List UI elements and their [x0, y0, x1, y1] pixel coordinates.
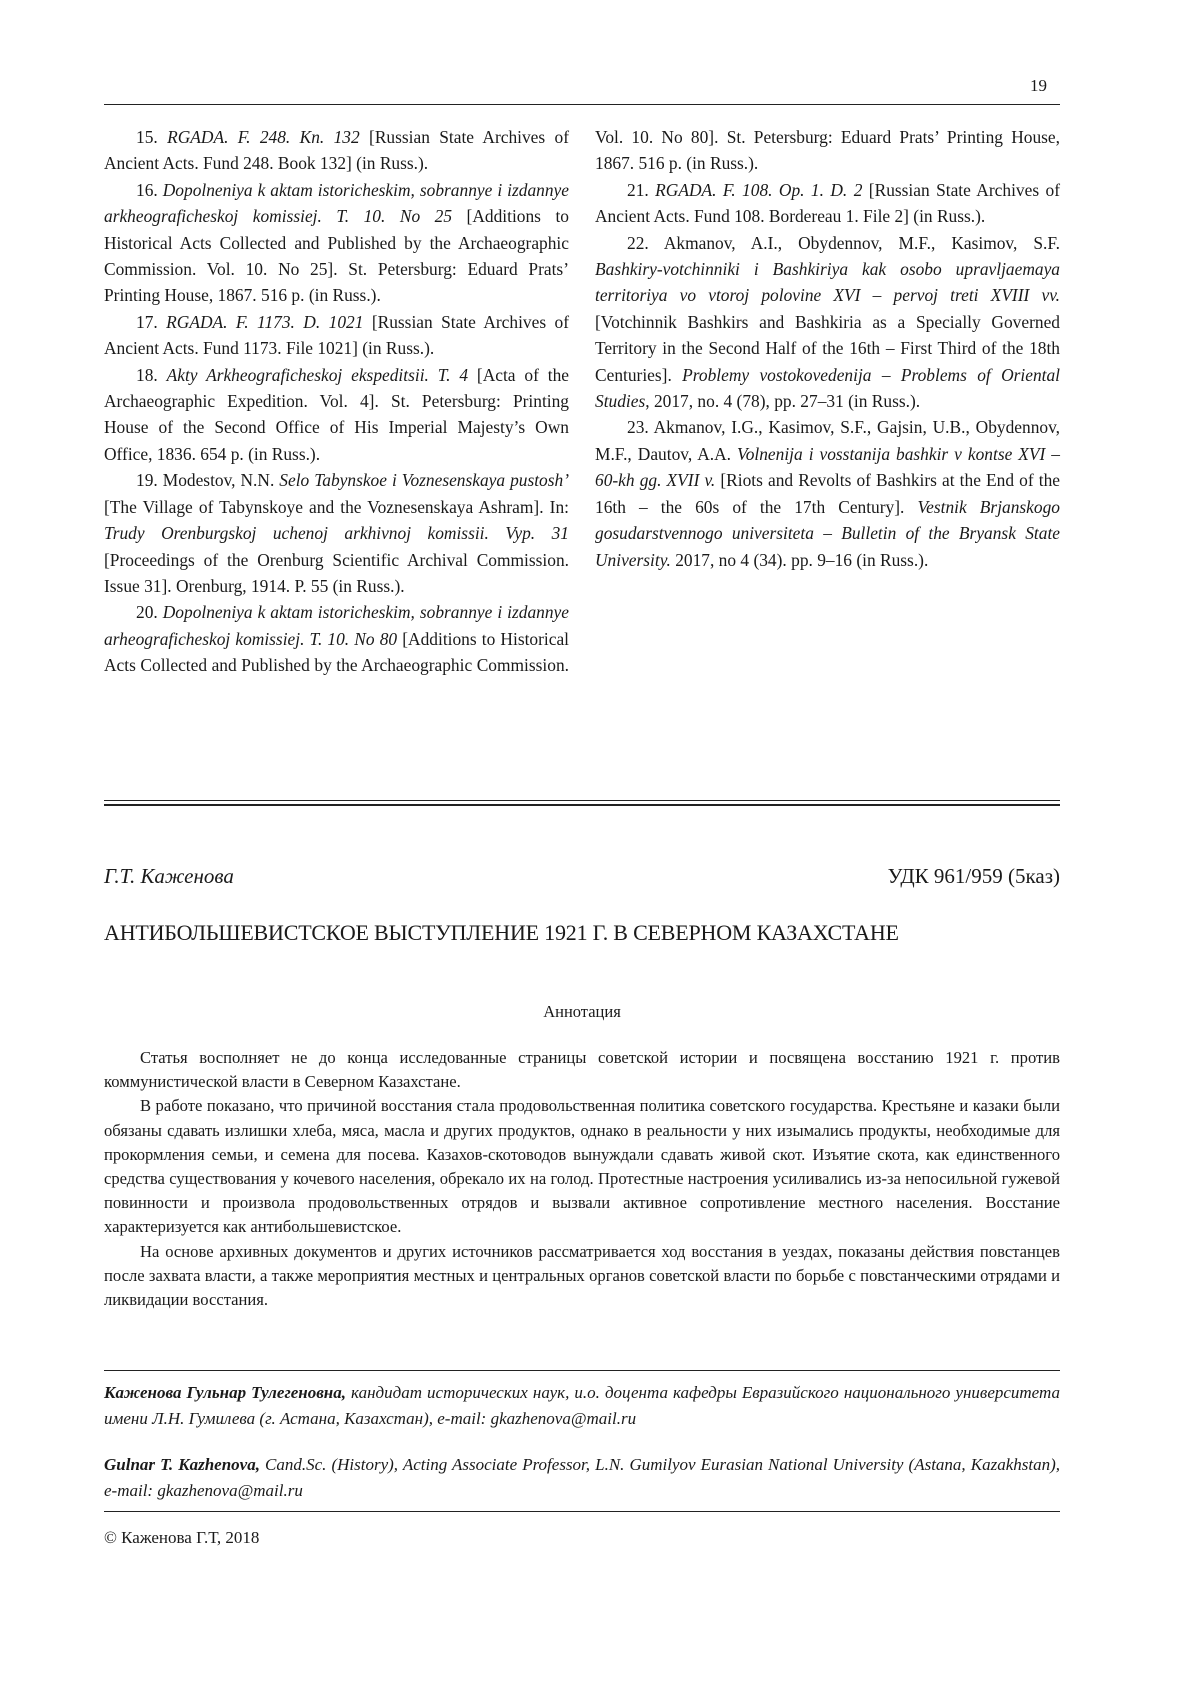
abstract-paragraph: Статья восполняет не до конца исследованные страницы советской истории и посвящена восстанию 1921 г. против коммунистической власти в Северном Казахстане. — [104, 1048, 1060, 1092]
reference-item: 21. RGADA. F. 108. Op. 1. D. 2 [Russian State Archives of Ancient Acts. Fund 108. Bordereau 1. File 2] (in Russ.). — [595, 179, 1060, 227]
reference-item: 16. Dopolneniya k aktam istoricheskim, sobrannye i izdannye arkheograficheskoj komissiej. T. 10. No 25 [Additions to Historical Acts Collected and Published by the Archaeographic Commission. Vol. 10. No 25]. St. Petersburg: Eduard Prats’ Printing House, 1867. 516 p. (in Russ.). — [104, 179, 569, 306]
reference-item: 22. Akmanov, A.I., Obydennov, M.F., Kasimov, S.F. Bashkiry-votchinniki i Bashkiriya kak osobo upravljaemaya territoriya vo vtoroj polovine XVI – pervoj treti XVIII vv. [Votchinnik Bashkirs and Bashkiria as a Specially Governed Territory in the Second Half of the 16th – First Third of the 18th Centuries]. Problemy vostokovedenija – Problems of Oriental Studies, 2017, no. 4 (78), pp. 27–31 (in Russ.). — [595, 232, 1061, 412]
references-list — [104, 124, 1060, 714]
udc-code: УДК 961/959 (5каз) — [887, 864, 1060, 888]
reference-item: 19. Modestov, N.N. Selo Tabynskoe i Voznesenskaya pustosh’ [The Village of Tabynskoye and the Voznesenskaya Ashram]. In: Trudy Orenburgskoj uchenoj arkhivnoj komissii. Vyp. 31 [Proceedings of the Orenburg Scientific Archival Commission. Issue 31]. Orenburg, 1914. P. 55 (in Russ.). — [104, 470, 570, 596]
abstract-body — [104, 1046, 1060, 1312]
reference-item: 15. RGADA. F. 248. Kn. 132 [Russian State Archives of Ancient Acts. Fund 248. Book 132] (in Russ.). — [104, 127, 569, 174]
reference-item: 18. Akty Arkheograficheskoj ekspeditsii. T. 4 [Acta of the Archaeographic Expedition. Vol. 4]. St. Petersburg: Printing House of the Second Office of His Imperial Majesty’s Own Office, 1836. 654 p. (in Russ.). — [104, 364, 569, 464]
article-title: АНТИБОЛЬШЕВИСТСКОЕ ВЫСТУПЛЕНИЕ 1921 Г. В СЕВЕРНОМ КАЗАХСТАНЕ — [104, 920, 899, 945]
reference-item: 23. Akmanov, I.G., Kasimov, S.F., Gajsin, U.B., Obydennov, M.F., Dautov, A.A. Volnenija i vosstanija bashkir v kontse XVI – 60-kh gg. XVII v. [Riots and Revolts of Bashkirs at the End of the 16th – the 60s of the 17th Century]. Vestnik Brjanskogo gosudarstvennogo universiteta – Bulletin of the Bryansk State University. 2017, no 4 (34). pp. 9–16 (in Russ.). — [595, 417, 1061, 570]
author-info-ru: Каженова Гульнар Тулегеновна, кандидат исторических наук, и.о. доцента кафедры Евразийского национального университета имени Л.Н. Гумилева (г. Астана, Казахстан), e-mail: gkazhenova@mail.ru — [104, 1383, 1060, 1428]
article-author: Г.Т. Каженова — [104, 864, 234, 888]
abstract-paragraph: В работе показано, что причиной восстания стала продовольственная политика советского государства. Крестьяне и казаки были обязаны сдавать излишки хлеба, мяса, масла и других продуктов, однако в реальности у них изымались продукты, необходимые для прокормления семьи, и семена для посева. Казахов-скотоводов вынуждали сдавать живой скот. Изъятие скота, как единственного средства существования у кочевого населения, обрекало их на голод. Протестные настроения усиливались из-за непосильной гужевой повинности и произвола продовольственных отрядов и вызвали активное сопротивление местного населения. Восстание характеризуется как антибольшевистское. — [104, 1096, 1060, 1237]
reference-item: 17. RGADA. F. 1173. D. 1021 [Russian State Archives of Ancient Acts. Fund 1173. File 1021] (in Russ.). — [104, 311, 569, 359]
header-rule — [104, 104, 1060, 105]
author-name-ru: Каженова Гульнар Тулегеновна, — [104, 1383, 346, 1402]
page-number: 19 — [1030, 76, 1047, 95]
author-info-bottom-rule — [104, 1511, 1060, 1512]
abstract-heading: Аннотация — [543, 1002, 621, 1021]
copyright-notice: © Каженова Г.Т, 2018 — [104, 1528, 260, 1547]
author-name-en: Gulnar T. Kazhenova, — [104, 1455, 260, 1474]
author-info-en: Gulnar T. Kazhenova, Cand.Sc. (History), Acting Associate Professor, L.N. Gumilyov Eurasian National University (Astana, Kazakhstan), e-mail: gkazhenova@mail.ru — [104, 1455, 1060, 1500]
reference-item: 20. Dopolneniya k aktam istoricheskim, sobrannye i izdannye arheograficheskoj komissiej. T. 10. No 80 [Additions to Historical Acts Collected and Published by the Archaeographic Commission. Vol. 10. No 80]. St. Petersburg: Eduard Prats’ Printing House, 1867. 516 p. (in Russ.). — [104, 127, 1060, 676]
section-divider — [104, 800, 1060, 806]
author-info-top-rule — [104, 1370, 1060, 1371]
abstract-paragraph: На основе архивных документов и других источников рассматривается ход восстания в уездах, показаны действия повстанцев после захвата власти, а также мероприятия местных и центральных органов советской власти по борьбе с повстанческими отрядами и ликвидации восстания. — [104, 1241, 1060, 1310]
